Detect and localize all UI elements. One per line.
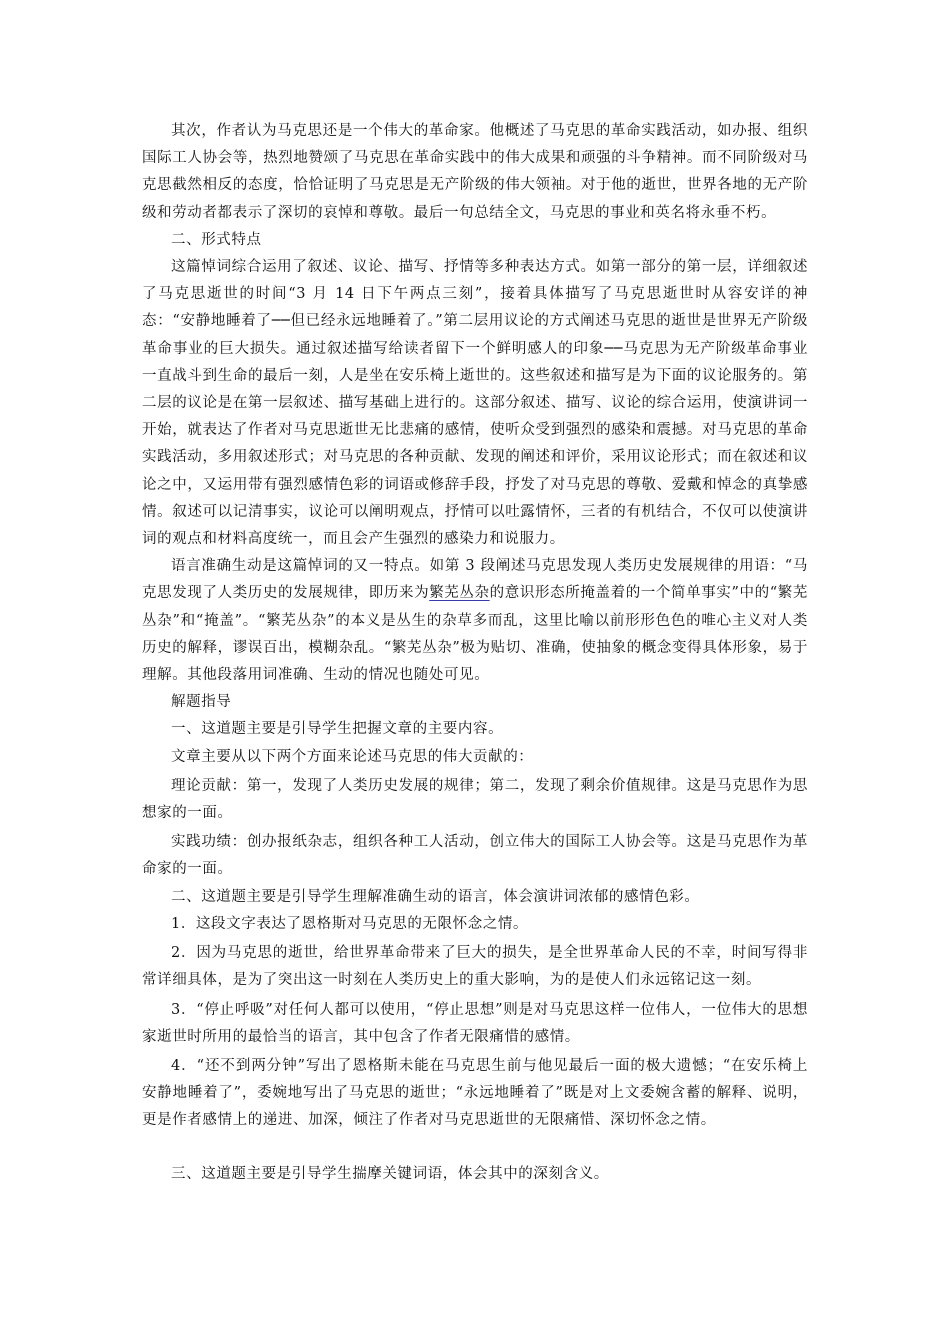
question-3-intro: 三、这道题主要是引导学生揣摩关键词语，体会其中的深刻含义。 xyxy=(171,1165,609,1182)
language-text-after: 的意识形态所掩盖着的一个简单事实”中的“繁芜丛杂”和“掩盖”。“繁芜丛杂”的本义是丛生的杂草多而乱，这里比喻以前形形色色的唯心主义对人类历史的解释，谬误百出，模糊杂乱。“繁芜丛杂”极为贴切、准确，使抽象的概念变得具体形象，易于理解。其他段落用词准确、生动的情况也随处可见。 xyxy=(142,585,808,684)
question-2-item-3: 3．“停止呼吸”对任何人都可以使用，“停止思想”则是对马克思这样一位伟人，一位伟大的思想家逝世时所用的最恰当的语言，其中包含了作者无限痛惜的感情。 xyxy=(142,1001,808,1045)
question-2-intro: 二、这道题主要是引导学生理解准确生动的语言，体会演讲词浓郁的感情色彩。 xyxy=(171,888,700,905)
paragraph-language xyxy=(142,553,808,689)
heading-form-features: 二、形式特点 xyxy=(171,231,262,248)
question-1-intro: 一、这道题主要是引导学生把握文章的主要内容。 xyxy=(171,721,504,738)
question-2-item-2: 2．因为马克思的逝世，给世界革命带来了巨大的损失，是全世界革命人民的不幸，时间写得非常详细具体，是为了突出这一时刻在人类历史上的重大影响，为的是使人们永远铭记这一刻。 xyxy=(142,945,808,989)
document-page xyxy=(142,118,808,1188)
question-2-item-4: 4．“还不到两分钟”写出了恩格斯未能在马克思生前与他见最后一面的极大遗憾；“在安乐椅上安静地睡着了”，委婉地写出了马克思的逝世；“永远地睡着了”既是对上文委婉含蓄的解释、说明，更是作者感情上的递进、加深，倾注了作者对马克思逝世的无限痛惜、深切怀念之情。 xyxy=(142,1057,808,1129)
underlined-term: 繁芜丛杂 xyxy=(429,585,490,602)
question-1-theory: 理论贡献：第一，发现了人类历史发展的规律；第二，发现了剩余价值规律。这是马克思作为思想家的一面。 xyxy=(142,777,808,822)
question-2-item-1: 1．这段文字表达了恩格斯对马克思的无限怀念之情。 xyxy=(171,915,529,932)
paragraph-expression-methods: 这篇悼词综合运用了叙述、议论、描写、抒情等多种表达方式。如第一部分的第一层，详细叙述了马克思逝世的时间“3 月 14 日下午两点三刻”，接着具体描写了马克思逝世时从容安详的神态：“安静地睡着了──但已经永远地睡着了。”第二层用议论的方式阐述马克思的逝世是世界无产阶级革命事业的巨大损失。通过叙述描写给读者留下一个鲜明感人的印象──马克思为无产阶级革命事业一直战斗到生命的最后一刻，人是坐在安乐椅上逝世的。这些叙述和描写是为下面的议论服务的。第二层的议论是在第一层叙述、描写基础上进行的。这部分叙述、描写、议论的综合运用，使演讲词一开始，就表达了作者对马克思逝世无比悲痛的感情，使听众受到强烈的感染和震撼。对马克思的革命实践活动，多用叙述形式；对马克思的各种贡献、发现的阐述和评价，采用议论形式；而在叙述和议论之中，又运用带有强烈感情色彩的词语或修辞手段，抒发了对马克思的尊敬、爱戴和悼念的真挚感情。叙述可以记清事实，议论可以阐明观点，抒情可以吐露情怀，三者的有机结合，不仅可以使演讲词的观点和材料高度统一，而且会产生强烈的感染力和说服力。 xyxy=(142,259,808,548)
question-1-practice: 实践功绩：创办报纸杂志，组织各种工人活动，创立伟大的国际工人协会等。这是马克思作为革命家的一面。 xyxy=(142,834,808,878)
heading-guidance: 解题指导 xyxy=(171,694,232,711)
paragraph-revolutionary: 其次，作者认为马克思还是一个伟大的革命家。他概述了马克思的革命实践活动，如办报、组织国际工人协会等，热烈地赞颂了马克思在革命实践中的伟大成果和顽强的斗争精神。而不同阶级对马克思截然相反的态度，恰恰证明了马克思是无产阶级的伟大领袖。对于他的逝世，世界各地的无产阶级和劳动者都表示了深切的哀悼和尊敬。最后一句总结全文，马克思的事业和英名将永垂不朽。 xyxy=(142,123,808,221)
language-text-before: 语言准确生动是这篇悼词的又一特点。如第 3 段阐述马克思发现人类历史发展规律的用语：“马克思发现了人类历史的发展规律，即历来为 xyxy=(142,558,808,602)
question-1-summary: 文章主要从以下两个方面来论述马克思的伟大贡献的： xyxy=(171,748,534,765)
spacer xyxy=(142,1135,808,1161)
